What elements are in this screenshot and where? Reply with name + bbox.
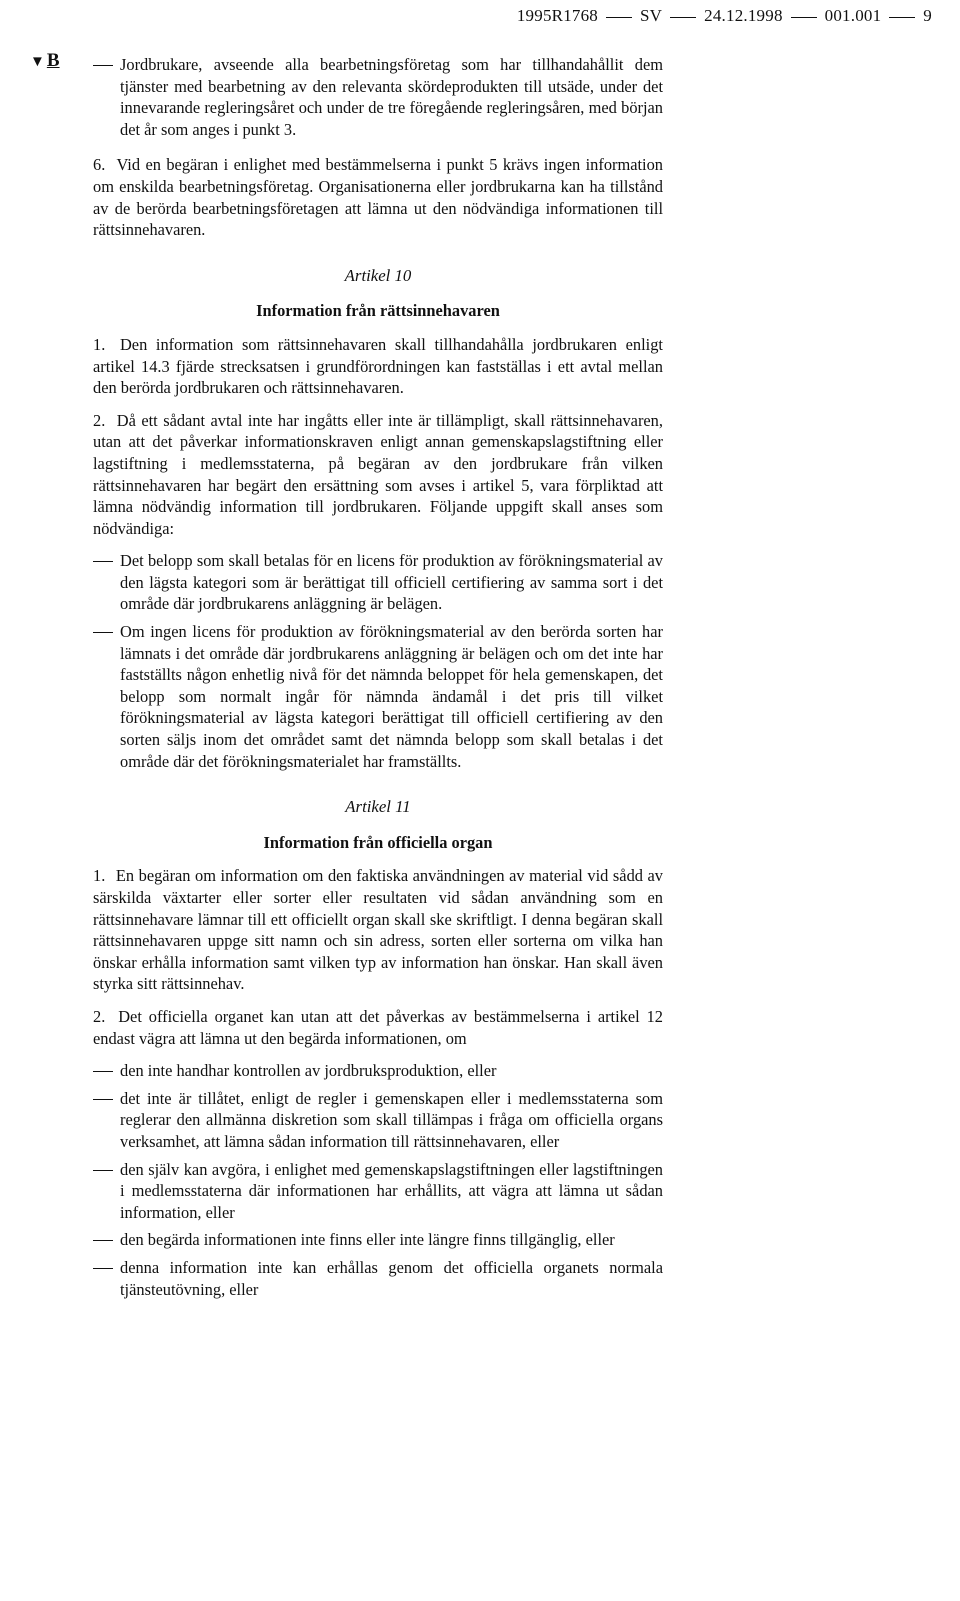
dash-text: det inte är tillåtet, enligt de regler i gemenskapen eller i medlemsstaterna som reglerar den allmänna diskretion som skall tillämpas i fråga om officiella organs verksamhet, att lämna sådan information till rättsinnehavaren, eller <box>120 1088 663 1151</box>
header-separator <box>889 17 915 18</box>
paragraph-text: Vid en begäran i enlighet med bestämmelserna i punkt 5 krävs ingen information om enskilda bearbetningsföretag. Organisationerna eller jordbrukarna kan ha tillstånd av de berörda bearbetningsföretagen att lämna ut den nödvändiga informationen till rättsinnehavaren. <box>93 155 664 240</box>
dash-bullet <box>93 1268 113 1269</box>
dash-text: den själv kan avgöra, i enlighet med gemenskapslagstiftningen eller lagstiftningen i medlemsstaterna där informationen har erhållits, att vägra att lämna ut sådan information, eller <box>120 1159 663 1222</box>
document-body <box>93 54 663 1306</box>
header-separator <box>791 17 817 18</box>
dash-bullet <box>93 1071 113 1072</box>
article-11-paragraph-2 <box>93 1006 663 1049</box>
paragraph-number: 2. <box>93 410 106 430</box>
paragraph-text: En begäran om information om den faktiska användningen av material vid sådd av särskilda växtarter eller sorter eller resultaten vid sådan användning som en rättsinnehavare lämnar till ett officiellt organ skall ske skriftligt. I denna begäran skall rättsinnehavaren uppge sitt namn och sin adress, sorten eller sorterna om vilka han önskar erhålla information samt vilken typ av information han önskar. Han skall även styrka sitt rättsinnehav. <box>93 866 663 994</box>
article-10-dash-item <box>93 621 663 772</box>
header-separator <box>606 17 632 18</box>
dash-bullet <box>93 65 113 66</box>
dash-text: Det belopp som skall betalas för en licens för produktion av förökningsmaterial av den lägsta kategori som är berättigat till officiell certifiering av samma sort i det område där jordbrukarens anläggning är belägen. <box>120 551 663 614</box>
dash-bullet <box>93 632 113 633</box>
triangle-marker-icon: ▼ <box>30 54 45 70</box>
dash-bullet <box>93 1170 113 1171</box>
paragraph-6 <box>93 154 663 240</box>
dash-bullet <box>93 1240 113 1241</box>
article-11-heading: Information från officiella organ <box>263 832 493 852</box>
paragraph-number: 6. <box>93 155 106 175</box>
language-code: SV <box>640 6 663 25</box>
article-11-title: Artikel 11 <box>345 797 411 817</box>
paragraph-number: 1. <box>93 334 106 354</box>
dash-bullet <box>93 561 113 562</box>
dash-text: Om ingen licens för produktion av förökningsmaterial av den berörda sorten har lämnats i det område där jordbrukarens anläggning är belägen och om det inte har fastställts någon enhetlig nivå för det nämnda beloppet för hela gemenskapen, det belopp som normalt ingår för nämnda ändamål i det pris till vilket förökningsmaterial av lägsta kategori berättigat till officiell certifiering av den sorten säljs inom det området samt det nämnda belopp som skall betalas i det område där det förökningsmaterialet har framställts. <box>120 622 663 771</box>
dash-bullet <box>93 1099 113 1100</box>
paragraph-text: Det officiella organet kan utan att det påverkas av bestämmelserna i artikel 12 endast vägra att lämna ut den begärda informationen, om <box>93 1006 663 1048</box>
article-11-paragraph-1 <box>93 865 663 995</box>
article-10-heading: Information från rättsinnehavaren <box>256 301 500 321</box>
page-header <box>517 6 932 26</box>
page-number: 9 <box>923 6 932 25</box>
article-11-dash-item <box>93 1257 663 1300</box>
intro-dash-item <box>93 54 663 140</box>
header-separator <box>670 17 696 18</box>
article-11-dash-item <box>93 1159 663 1224</box>
doc-date: 24.12.1998 <box>704 6 783 25</box>
marker-letter: B <box>46 50 60 71</box>
article-11-dash-item <box>93 1229 663 1251</box>
doc-version: 001.001 <box>824 6 882 25</box>
article-10-paragraph-2 <box>93 410 663 540</box>
dash-text: denna information inte kan erhållas genom det officiella organets normala tjänsteutövning, eller <box>120 1257 663 1299</box>
dash-text: den inte handhar kontrollen av jordbruksproduktion, eller <box>120 1061 497 1081</box>
dash-text: den begärda informationen inte finns eller inte längre finns tillgänglig, eller <box>120 1230 615 1250</box>
paragraph-number: 1. <box>93 866 106 886</box>
intro-dash-text: Jordbrukare, avseende alla bearbetningsföretag som har tillhandahållit dem tjänster med bearbetning av den relevanta skördeprodukten till utsäde, under det innevarande regleringsåret och under de tre föregående regleringsåren, med början det år som anges i punkt 3. <box>120 55 663 139</box>
paragraph-text: Den information som rättsinnehavaren skall tillhandahålla jordbrukaren enligt artikel 14.3 fjärde strecksatsen i grundförordningen kan fastställas i ett avtal mellan den berörda jordbrukaren och rättsinnehavaren. <box>93 334 663 398</box>
paragraph-number: 2. <box>93 1006 106 1026</box>
article-10-dash-item <box>93 550 663 615</box>
article-11-dash-item <box>93 1060 663 1082</box>
article-11-dash-item <box>93 1088 663 1153</box>
amendment-marker <box>30 50 60 72</box>
article-10-paragraph-1 <box>93 334 663 399</box>
doc-id: 1995R1768 <box>516 6 598 25</box>
article-10-title: Artikel 10 <box>344 265 412 285</box>
paragraph-text: Då ett sådant avtal inte har ingåtts eller inte är tillämpligt, skall rättsinnehavaren, utan att det påverkar informationskraven enligt annan gemenskapslagstiftning eller lagstiftning i medlemsstaterna, på begäran av den jordbrukare från vilken rättsinnehavaren har begärt den ersättning som avses i artikel 5, vara förpliktad att lämna nödvändig information till jordbrukaren. Följande uppgift skall anses som nödvändiga: <box>93 410 663 538</box>
